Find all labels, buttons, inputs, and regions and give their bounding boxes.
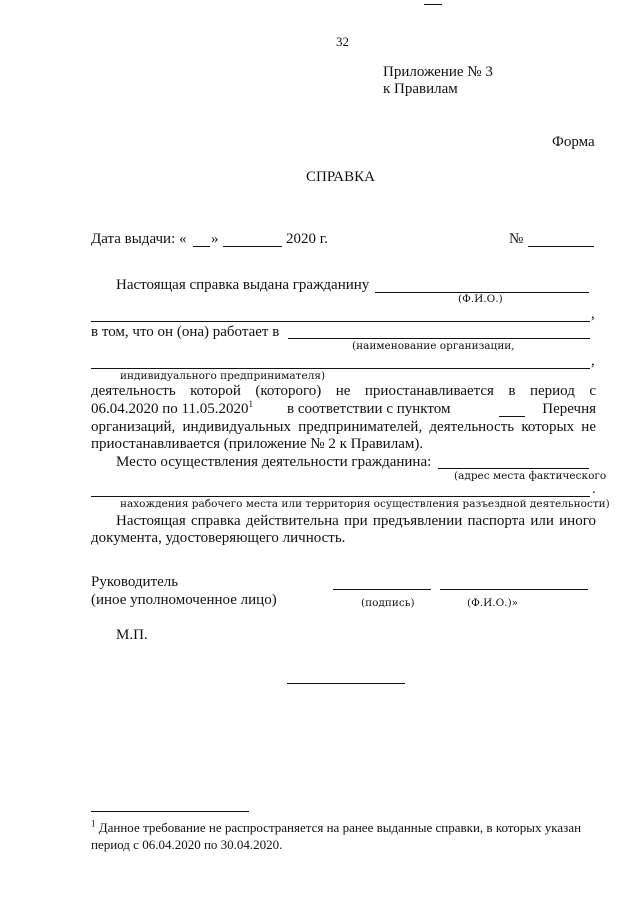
footnote-line-1: [91, 820, 581, 836]
place-line: [438, 468, 589, 469]
form-label: Форма: [552, 134, 595, 150]
appendix-line1: Приложение № 3: [383, 64, 493, 80]
issue-date-label: Дата выдачи: «: [91, 231, 187, 247]
issue-day-line: [193, 246, 210, 247]
body-line-2: [91, 401, 596, 418]
comma-1: ,: [591, 306, 595, 322]
page-number: 32: [336, 34, 349, 49]
body-line-3: организаций, индивидуальных предпринимателей, деятельность которых не: [91, 419, 596, 435]
footnote-text-1: Данное требование не распространяется на ранее выданные справки, в которых указан: [98, 820, 582, 835]
signatory-fio-line: [440, 589, 588, 590]
number-sign: №: [509, 231, 524, 247]
issue-month-line: [223, 246, 282, 247]
fio-caption: (Ф.И.О.): [458, 293, 503, 305]
place-line-2: [91, 496, 590, 497]
org-line: [288, 338, 590, 339]
place-period: .: [592, 481, 596, 497]
signature-line: [333, 589, 431, 590]
footnote-line-2: период с 06.04.2020 по 30.04.2020.: [91, 837, 283, 852]
footnote-ref: 1: [248, 399, 253, 409]
stamp-place: М.П.: [116, 627, 148, 643]
org-line-2: [91, 368, 590, 369]
signatory-fio-caption: (Ф.И.О.)»: [467, 597, 519, 609]
number-line: [528, 246, 594, 247]
place-text: Место осуществления деятельности гражданина:: [116, 454, 432, 470]
validity-line-2: документа, удостоверяющего личность.: [91, 530, 346, 546]
issue-year: 2020 г.: [286, 231, 328, 247]
footnote-mark: 1: [91, 818, 96, 829]
signatory-subtitle: (иное уполномоченное лицо): [91, 592, 277, 608]
body-line-2-clause: в соответствии с пунктом: [287, 401, 451, 417]
footnote-separator: [91, 811, 249, 812]
address-caption: (адрес места фактического: [454, 470, 607, 482]
top-mark: [424, 4, 442, 5]
clause-number-line: [499, 416, 525, 417]
works-at-text: в том, что он (она) работает в: [91, 324, 280, 340]
body-line-4: приостанавливается (приложение № 2 к Правилам).: [91, 436, 424, 452]
signatory-title: Руководитель: [91, 574, 179, 590]
body-line-1: деятельность которой (которого) не приостанавливается в период с: [91, 383, 596, 399]
appendix-line2: к Правилам: [383, 81, 458, 97]
signature-caption: (подпись): [361, 597, 415, 609]
document-title: СПРАВКА: [306, 169, 375, 185]
issue-day-close: »: [211, 231, 219, 247]
ip-caption: индивидуального предпринимателя): [120, 370, 326, 382]
issued-to-text: Настоящая справка выдана гражданину: [116, 277, 370, 293]
address-caption-2: нахождения рабочего места или территория осуществления разъездной деятельности): [120, 498, 610, 510]
closing-line: [287, 683, 405, 684]
validity-line-1: Настоящая справка действительна при предъявлении паспорта или иного: [116, 513, 596, 529]
org-caption: (наименование организации,: [352, 340, 515, 352]
fio-line-2: [91, 321, 590, 322]
body-line-2-dates: 06.04.2020 по 11.05.2020: [91, 401, 249, 417]
comma-2: ,: [591, 353, 595, 369]
body-line-2-list: Перечня: [542, 401, 596, 417]
